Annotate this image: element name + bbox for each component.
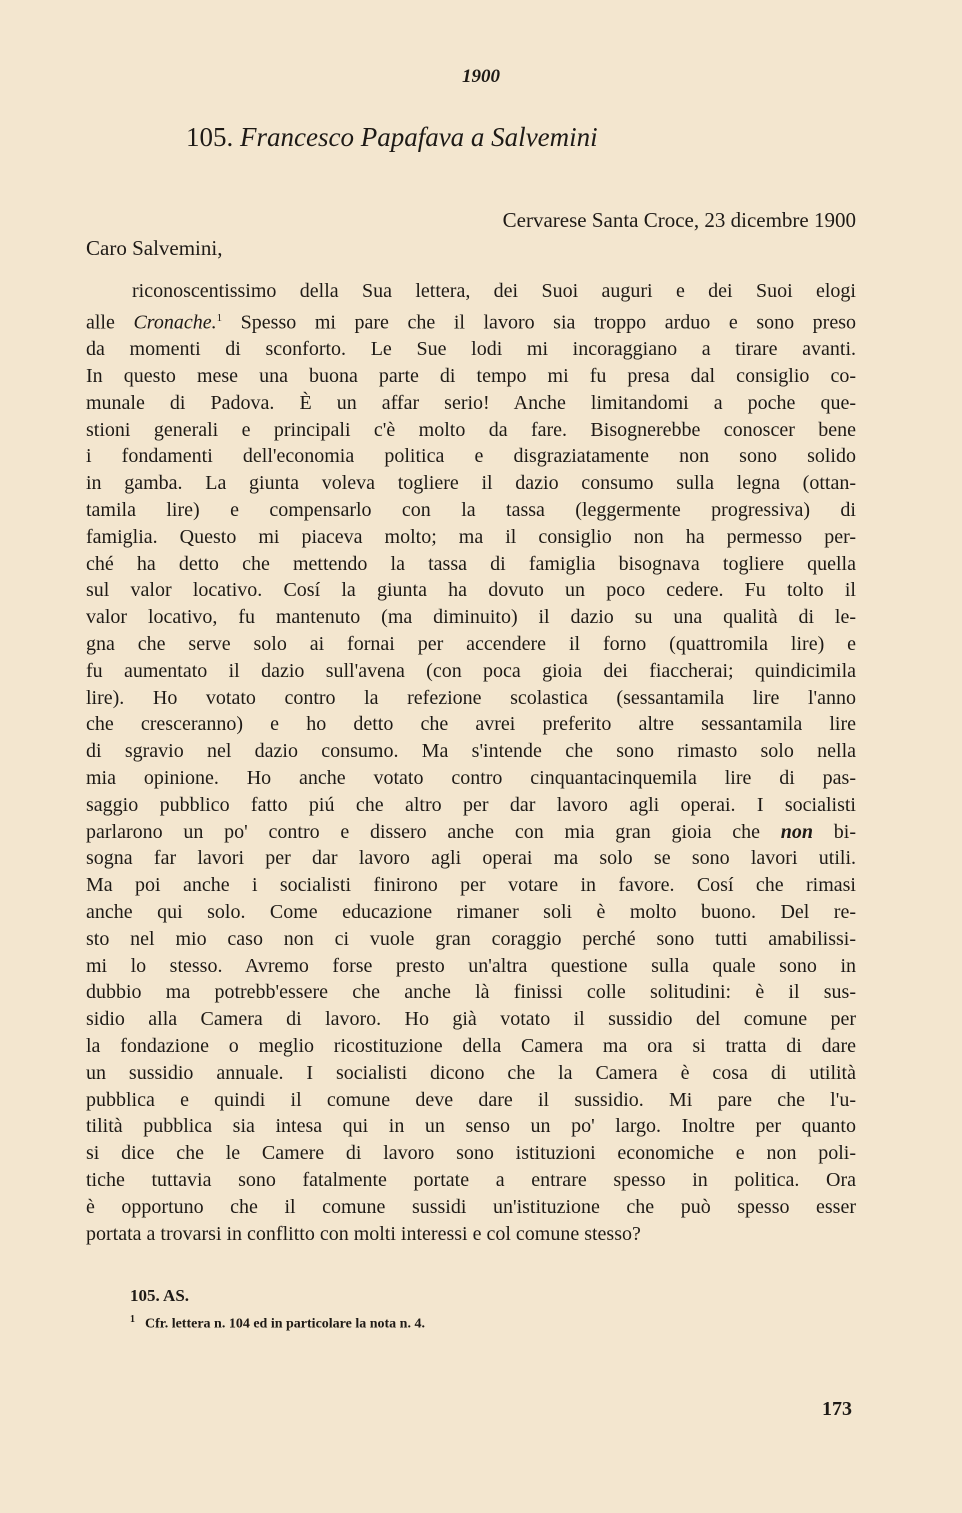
body-line: fu aumentato il dazio sull'avena (con poca gioia dei fiaccherai; quindicimila bbox=[86, 659, 856, 682]
body-line: parlarono un po' contro e dissero anche con mia gran gioia che non bi- bbox=[86, 820, 857, 843]
body-line: tilità pubblica sia intesa qui in un senso un po' largo. Inoltre per quanto bbox=[86, 1115, 856, 1138]
footnote-mark: 1 bbox=[130, 1314, 135, 1325]
body-line: in gamba. La giunta voleva togliere il dazio consumo sulla legna (ottan- bbox=[86, 472, 856, 495]
footnote-1 bbox=[130, 1314, 425, 1333]
body-line: ché ha detto che mettendo la tassa di famiglia bisognava togliere quella bbox=[86, 552, 856, 575]
body-line: dubbio ma potrebb'essere che anche là finissi colle solitudini: è il sus- bbox=[86, 981, 856, 1004]
footnote-text: Cfr. lettera n. 104 ed in particolare la nota n. 4. bbox=[145, 1316, 425, 1332]
body-line: alle Cronache.$^1$ Spesso mi pare che il lavoro sia troppo arduo e sono preso bbox=[86, 311, 856, 334]
body-line: stioni generali e principali c'è molto da fare. Bisognerebbe conoscer bene bbox=[86, 418, 856, 441]
body-line: anche qui solo. Come educazione rimaner soli è molto buono. Del re- bbox=[86, 900, 856, 923]
body-line: Ma poi anche i socialisti finirono per votare in favore. Cosí che rimasi bbox=[86, 874, 856, 897]
body-line: mia opinione. Ho anche votato contro cinquantacinquemila lire di pas- bbox=[86, 767, 856, 789]
body-line: di sgravio nel dazio consumo. Ma s'intende che sono rimasto solo nella bbox=[86, 740, 856, 763]
body-line: pubblica e quindi il comune deve dare il sussidio. Mi pare che l'u- bbox=[86, 1088, 856, 1111]
letter-title bbox=[186, 122, 598, 153]
page-number: 173 bbox=[822, 1398, 852, 1420]
body-line: tamila lire) e compensarlo con la tassa (leggermente progressiva) di bbox=[86, 499, 856, 522]
running-head: 1900 bbox=[462, 66, 500, 87]
body-line: gna che serve solo ai fornai per accendere il forno (quattromila lire) e bbox=[86, 633, 856, 656]
letter-heading: Francesco Papafava a Salvemini bbox=[240, 122, 598, 152]
footnote-ref: 1 bbox=[216, 311, 223, 324]
body-line: tiche tuttavia sono fatalmente portate a entrare spesso in politica. Ora bbox=[86, 1168, 856, 1191]
body-line: saggio pubblico fatto piú che altro per dar lavoro agli operai. I socialisti bbox=[86, 793, 856, 816]
body-line: sogna far lavori per dar lavoro agli operai ma solo se sono lavori utili. bbox=[86, 847, 856, 870]
body-line: valor locativo, fu mantenuto (ma diminuito) il dazio su una qualità di le- bbox=[86, 606, 856, 629]
body-line: i fondamenti dell'economia politica e disgraziatamente non sono solido bbox=[86, 445, 856, 468]
body-line: mi lo stesso. Avremo forse presto un'altra questione sulla quale sono in bbox=[86, 954, 856, 977]
footnotes bbox=[130, 1286, 425, 1333]
body-line: riconoscentissimo della Sua lettera, dei Suoi auguri e dei Suoi elogi bbox=[132, 280, 856, 302]
body-line: In questo mese una buona parte di tempo mi fu presa dal consiglio co- bbox=[86, 365, 856, 388]
body-line: che cresceranno) e ho detto che avrei preferito altre sessantamila lire bbox=[86, 713, 856, 736]
body-line: sidio alla Camera di lavoro. Ho già votato il sussidio del comune per bbox=[86, 1008, 856, 1031]
body-line: sto nel mio caso non ci vuole gran coraggio perché sono tutti amabilissi- bbox=[86, 927, 856, 950]
place-date: Cervarese Santa Croce, 23 dicembre 1900 bbox=[502, 208, 856, 232]
body-line: la fondazione o meglio ricostituzione della Camera ma ora si tratta di dare bbox=[86, 1034, 856, 1057]
body-line: famiglia. Questo mi piaceva molto; ma il consiglio non ha permesso per- bbox=[86, 525, 856, 548]
footnote-source: 105. AS. bbox=[130, 1286, 190, 1305]
body-line: munale di Padova. È un affar serio! Anche limitandomi a poche que- bbox=[86, 391, 856, 414]
letter-body bbox=[86, 278, 856, 1247]
body-line: è opportuno che il comune sussidi un'istituzione che può spesso esser bbox=[86, 1195, 856, 1218]
body-line: si dice che le Camere di lavoro sono istituzioni economiche e non poli- bbox=[86, 1142, 856, 1165]
letter-number: 105. bbox=[186, 122, 234, 152]
body-line: da momenti di sconforto. Le Sue lodi mi incoraggiano a tirare avanti. bbox=[86, 338, 856, 361]
salutation: Caro Salvemini, bbox=[86, 236, 223, 260]
body-line: lire). Ho votato contro la refezione scolastica (sessantamila lire l'anno bbox=[86, 686, 856, 709]
body-line: sul valor locativo. Cosí la giunta ha dovuto un poco cedere. Fu tolto il bbox=[86, 579, 856, 602]
body-line: portata a trovarsi in conflitto con molti interessi e col comune stesso? bbox=[86, 1222, 641, 1245]
body-line: un sussidio annuale. I socialisti dicono che la Camera è cosa di utilità bbox=[86, 1061, 856, 1084]
